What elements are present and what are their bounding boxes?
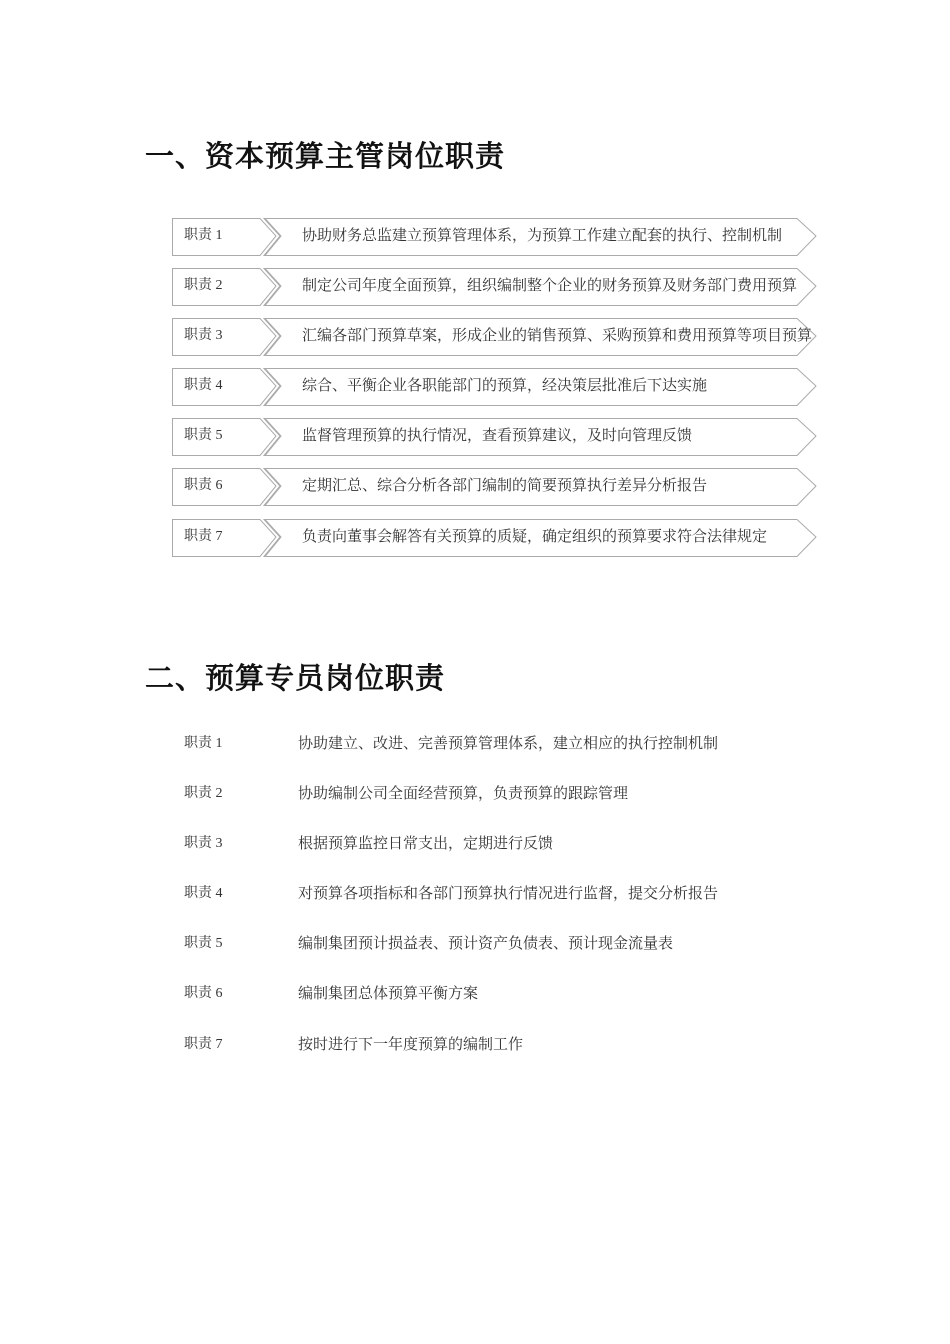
duty-label: 职责 1 [184,228,223,243]
duty-label: 职责 7 [184,1037,223,1052]
duty-text: 监督管理预算的执行情况，查看预算建议，及时向管理反馈 [302,428,693,444]
section1-duty-row [172,318,832,358]
duty-label: 职责 4 [184,886,223,901]
duty-text: 对预算各项指标和各部门预算执行情况进行监督，提交分析报告 [298,886,719,902]
section1-duty-row [172,519,832,559]
duty-text: 负责向董事会解答有关预算的质疑，确定组织的预算要求符合法律规定 [302,529,768,545]
section2-title: 二、预算专员岗位职责 [145,661,446,695]
duty-text: 按时进行下一年度预算的编制工作 [298,1037,524,1053]
section1-duty-row [172,418,832,458]
duty-label: 职责 6 [184,478,223,493]
duty-text: 协助建立、改进、完善预算管理体系，建立相应的执行控制机制 [298,736,719,752]
duty-text: 汇编各部门预算草案，形成企业的销售预算、采购预算和费用预算等项目预算 [302,328,813,344]
duty-label: 职责 3 [184,328,223,343]
duty-label: 职责 2 [184,278,223,293]
duty-text: 编制集团总体预算平衡方案 [298,986,479,1002]
section1-title: 一、资本预算主管岗位职责 [145,139,506,173]
section1-duty-row [172,218,832,258]
duty-label: 职责 4 [184,378,223,393]
duty-text: 定期汇总、综合分析各部门编制的简要预算执行差异分析报告 [302,478,708,494]
duty-text: 综合、平衡企业各职能部门的预算，经决策层批准后下达实施 [302,378,708,394]
section1-duty-row [172,468,832,508]
duty-label: 职责 5 [184,936,223,951]
duty-label: 职责 5 [184,428,223,443]
duty-label: 职责 3 [184,836,223,851]
duty-text: 制定公司年度全面预算，组织编制整个企业的财务预算及财务部门费用预算 [302,278,798,294]
section1-duty-row [172,268,832,308]
section1-duty-row [172,368,832,408]
duty-text: 协助编制公司全面经营预算，负责预算的跟踪管理 [298,786,629,802]
duty-label: 职责 6 [184,986,223,1001]
duty-label: 职责 2 [184,786,223,801]
duty-label: 职责 1 [184,736,223,751]
duty-label: 职责 7 [184,529,223,544]
duty-text: 编制集团预计损益表、预计资产负债表、预计现金流量表 [298,936,674,952]
duty-text: 协助财务总监建立预算管理体系，为预算工作建立配套的执行、控制机制 [302,228,783,244]
duty-text: 根据预算监控日常支出，定期进行反馈 [298,836,554,852]
